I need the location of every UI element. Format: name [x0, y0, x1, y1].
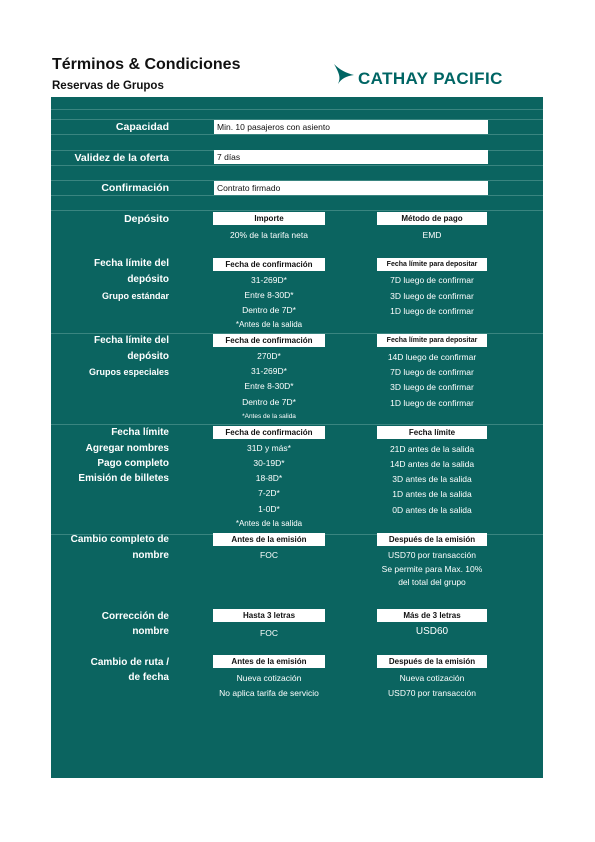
table-row-cell: 31-269D*: [251, 366, 287, 376]
table-row-cell: 0D antes de la salida: [392, 505, 472, 515]
table-row-cell: 1-0D*: [258, 504, 280, 514]
limite-estandar-header-1: Fecha de confirmación: [213, 258, 325, 271]
limite-nombres-header-2: Fecha límite: [377, 426, 487, 439]
deposito-header-importe: Importe: [213, 212, 325, 225]
limite-nombres-label-3: Pago completo: [97, 458, 169, 469]
page-title: Términos & Condiciones: [52, 56, 241, 73]
table-row-cell: 14D antes de la salida: [389, 459, 475, 469]
table-row-cell: 270D*: [257, 351, 281, 361]
limite-estandar-label-3: Grupo estándar: [101, 291, 169, 301]
limite-estandar-label-2: depósito: [127, 274, 169, 285]
deposito-metodo: EMD: [422, 230, 442, 240]
table-row-cell: Entre 8-30D*: [244, 290, 294, 300]
limite-especiales-label-2: depósito: [127, 351, 169, 362]
cambio-nombre-despues-1: USD70 por transacción: [388, 550, 476, 560]
table-row-cell: 1D luego de confirmar: [390, 398, 474, 408]
table-row-cell: 7D luego de confirmar: [390, 367, 474, 377]
limite-especiales-header-1: Fecha de confirmación: [213, 334, 325, 347]
table-row-cell: Dentro de 7D*: [242, 397, 296, 407]
cambio-ruta-label-2: de fecha: [128, 672, 169, 683]
correccion-label-2: nombre: [132, 626, 169, 637]
limite-estandar-note: *Antes de la salida: [235, 320, 303, 329]
deposito-label: Depósito: [124, 213, 169, 225]
confirmacion-value: Contrato firmado: [214, 181, 488, 195]
correccion-header-1: Hasta 3 letras: [213, 609, 325, 622]
cambio-nombre-antes: FOC: [260, 550, 278, 560]
limite-nombres-note: *Antes de la salida: [235, 519, 303, 528]
limite-especiales-note: *Antes de la salida: [242, 413, 296, 420]
table-row-cell: 1D luego de confirmar: [390, 306, 474, 316]
limite-especiales-label-1: Fecha límite del: [93, 335, 169, 346]
correccion-hasta: FOC: [260, 628, 278, 638]
cambio-ruta-despues-2: USD70 por transacción: [388, 688, 476, 698]
limite-especiales-header-2: Fecha límite para depositar: [377, 334, 487, 347]
limite-estandar-header-2: Fecha límite para depositar: [377, 258, 487, 271]
cambio-ruta-header-1: Antes de la emisión: [213, 655, 325, 668]
table-row-cell: 3D luego de confirmar: [390, 291, 474, 301]
correccion-mas: USD60: [415, 626, 449, 637]
capacidad-label: Capacidad: [115, 121, 169, 133]
confirmacion-label: Confirmación: [101, 182, 169, 194]
limite-nombres-label-4: Emisión de billetes: [78, 473, 169, 484]
table-row-cell: Entre 8-30D*: [244, 381, 294, 391]
cambio-ruta-antes-2: No aplica tarifa de servicio: [219, 688, 319, 698]
limite-nombres-header-1: Fecha de confirmación: [213, 426, 325, 439]
table-row-cell: 30-19D*: [253, 458, 285, 468]
limite-nombres-label-1: Fecha límite: [111, 427, 169, 438]
cathay-pacific-logo: [332, 62, 524, 92]
cambio-nombre-header-2: Después de la emisión: [377, 533, 487, 546]
terms-panel: [51, 97, 543, 778]
cambio-nombre-despues-3: del total del grupo: [398, 577, 466, 587]
table-row-cell: 3D antes de la salida: [392, 474, 472, 484]
page-subtitle: Reservas de Grupos: [52, 80, 164, 92]
table-row-cell: 18-8D*: [255, 473, 283, 483]
limite-estandar-label-1: Fecha límite del: [93, 258, 169, 269]
deposito-importe: 20% de la tarifa neta: [230, 230, 308, 240]
table-row-cell: 7-2D*: [258, 488, 280, 498]
cambio-ruta-label-1: Cambio de ruta /: [90, 657, 169, 668]
table-row-cell: Dentro de 7D*: [242, 305, 296, 315]
brushwing-icon: [332, 62, 356, 92]
table-row-cell: 31D y más*: [247, 443, 291, 453]
correccion-header-2: Más de 3 letras: [377, 609, 487, 622]
table-row-cell: 14D luego de confirmar: [387, 352, 477, 362]
limite-especiales-label-3: Grupos especiales: [88, 367, 169, 377]
correccion-label-1: Corrección de: [101, 611, 169, 622]
cambio-nombre-despues-2: Se permite para Max. 10%: [381, 564, 483, 574]
validez-label: Validez de la oferta: [74, 152, 169, 164]
cambio-ruta-header-2: Después de la emisión: [377, 655, 487, 668]
cambio-nombre-label-1: Cambio completo de: [70, 534, 169, 545]
cambio-nombre-label-2: nombre: [132, 550, 169, 561]
logo-wordmark: CATHAY PACIFIC: [358, 69, 503, 88]
table-row-cell: 31-269D*: [251, 275, 287, 285]
limite-nombres-label-2: Agregar nombres: [85, 443, 169, 454]
table-row-cell: 7D luego de confirmar: [390, 275, 474, 285]
table-row-cell: 3D luego de confirmar: [390, 382, 474, 392]
capacidad-value: Min. 10 pasajeros con asiento: [214, 120, 488, 134]
cambio-ruta-antes-1: Nueva cotización: [236, 673, 302, 683]
validez-value: 7 días: [214, 150, 488, 164]
cambio-ruta-despues-1: Nueva cotización: [399, 673, 465, 683]
table-row-cell: 21D antes de la salida: [389, 444, 475, 454]
cambio-nombre-header-1: Antes de la emisión: [213, 533, 325, 546]
deposito-header-metodo: Método de pago: [377, 212, 487, 225]
table-row-cell: 1D antes de la salida: [392, 489, 472, 499]
